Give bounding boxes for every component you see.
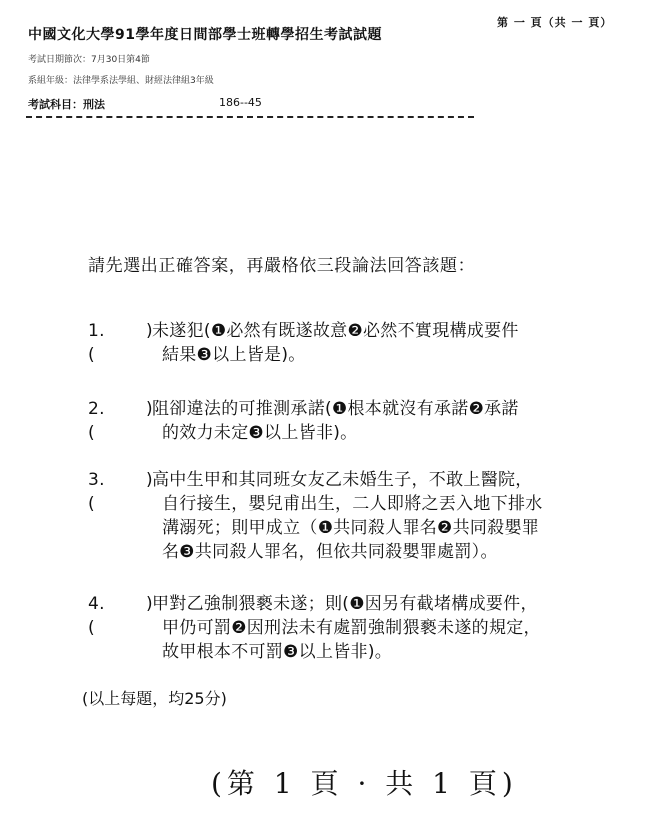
- question-number: 2. (: [88, 399, 105, 443]
- question-number: 3. (: [88, 470, 105, 514]
- question-line: 的效力未定❸以上皆非)。: [162, 423, 358, 443]
- question-body: [152, 592, 612, 664]
- question-line: 故甲根本不可罰❸以上皆非)。: [162, 642, 393, 662]
- question-number: 4. (: [88, 594, 105, 638]
- exam-subject: 考試科目：刑法: [28, 98, 105, 111]
- score-note: (以上每題，均25分): [82, 689, 227, 708]
- exam-date-session: 考試日期節次：7月30日第4節: [28, 55, 150, 65]
- question-line: 甲仍可罰❷因刑法未有處罰強制猥褻未遂的規定，: [162, 618, 541, 638]
- question-line: 阻卻違法的可推測承諾(❶根本就沒有承諾❷承諾: [152, 399, 519, 419]
- exam-header-title: 中國文化大學91學年度日間部學士班轉學招生考試試題: [28, 27, 382, 43]
- question-line: 名❸共同殺人罪名，但依共同殺嬰罪處罰）。: [162, 542, 498, 562]
- answer-blank-close: ): [146, 321, 153, 341]
- question-number: 1. (: [88, 321, 105, 365]
- question-body: [152, 397, 612, 445]
- question-body: [152, 468, 612, 564]
- department-grade: 系組年級：法律學系法學組、財經法律組3年級: [28, 76, 214, 86]
- question-body: [152, 319, 612, 367]
- answer-blank-close: ): [146, 399, 153, 419]
- question-line: 溝溺死；則甲成立（❶共同殺人罪名❷共同殺嬰罪: [162, 518, 540, 538]
- answer-blank-close: ): [146, 594, 153, 614]
- answer-blank-close: ): [146, 470, 153, 490]
- question-line: 結果❸以上皆是)。: [162, 345, 306, 365]
- footer-page-number: (第 1 頁 · 共 1 頁): [211, 767, 518, 800]
- page-count-corner: 第 一 頁（共 一 頁）: [497, 16, 613, 29]
- header-divider: [26, 116, 474, 118]
- subject-code: 186--45: [219, 96, 262, 109]
- question-line: 未遂犯(❶必然有既遂故意❷必然不實現構成要件: [152, 321, 519, 341]
- instruction-text: 請先選出正確答案，再嚴格依三段論法回答該題：: [88, 256, 476, 276]
- question-line: 甲對乙強制猥褻未遂；則(❶因另有截堵構成要件，: [152, 594, 538, 614]
- question-line: 高中生甲和其同班女友乙未婚生子，不敢上醫院，: [152, 470, 533, 490]
- question-line: 自行接生，嬰兒甫出生，二人即將之丟入地下排水: [162, 494, 543, 514]
